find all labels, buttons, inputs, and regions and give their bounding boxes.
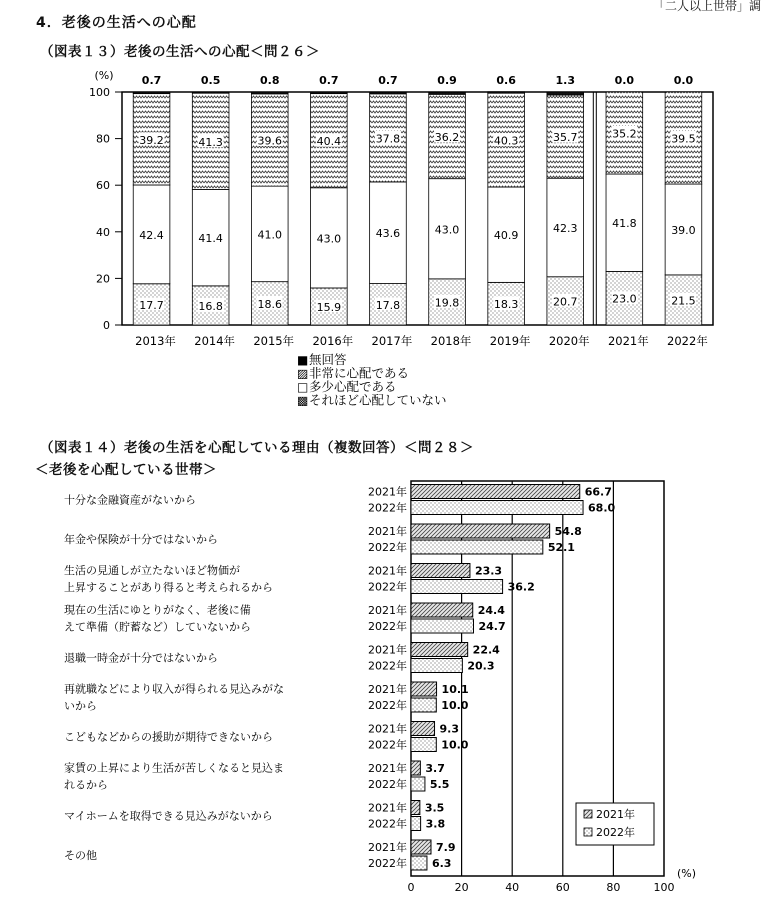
chart14-value-2022: 36.2: [507, 580, 535, 594]
chart14-bar-2022: [411, 501, 583, 515]
chart13-data-label: 43.0: [316, 232, 342, 246]
chart14-bar-2022: [411, 619, 473, 633]
chart14-bar-2021: [411, 761, 420, 775]
chart14-legend-swatch: [584, 810, 592, 818]
chart14-value-2022: 10.0: [441, 699, 469, 712]
chart14-series-tag: 2021年: [368, 801, 407, 815]
chart14-bar-2021: [411, 682, 437, 696]
chart14-value-2022: 3.8: [425, 817, 446, 831]
chart14-value-2021: 66.7: [584, 485, 612, 499]
chart14-value-2022: 68.0: [588, 501, 616, 515]
chart13-legend-label: 無回答: [309, 352, 347, 367]
chart14-series-tag: 2021年: [368, 643, 407, 657]
chart14-bar-2021: [411, 603, 473, 617]
chart14-legend-label: 2021年: [596, 808, 635, 821]
chart13-x-tick: 2014年: [194, 334, 236, 348]
chart13-na-label: 0.0: [614, 74, 635, 87]
chart13-data-label: 36.2: [434, 131, 460, 145]
chart14-series-tag: 2022年: [368, 541, 407, 554]
chart13-data-label: 17.7: [139, 298, 164, 312]
chart13-data-label: 20.7: [553, 295, 578, 309]
chart14-x-tick: 80: [606, 881, 621, 894]
section-heading: 4．老後の生活への心配: [36, 15, 197, 31]
chart13-x-tick: 2013年: [135, 334, 176, 348]
chart14-value-2021: 22.4: [472, 643, 500, 657]
chart13-data-label: 15.9: [316, 300, 342, 314]
chart13-bar-segment: [192, 92, 229, 93]
chart13-y-unit: (%): [94, 69, 114, 82]
chart14-series-tag: 2021年: [368, 841, 407, 854]
chart14-category-label: 現在の生活にゆとりがなく、老後に備: [64, 603, 251, 617]
chart14-value-2022: 5.5: [429, 778, 450, 791]
chart14-x-tick: 60: [555, 881, 570, 894]
chart14-x-tick: 100: [653, 881, 675, 894]
chart14-series-tag: 2022年: [368, 817, 407, 831]
chart14-value-2021: 54.8: [554, 525, 582, 538]
chart13-bar-segment: [547, 92, 584, 95]
chart14-category-label: こどもなどからの援助が期待できないから: [64, 730, 273, 744]
chart13-data-label: 16.8: [198, 299, 223, 313]
chart13-bar-segment: [370, 92, 407, 94]
chart13-legend-label: 多少心配である: [309, 379, 397, 394]
chart14-value-2022: 20.3: [467, 659, 495, 673]
chart13-y-tick: 20: [96, 272, 110, 286]
chart13-bar-segment: [488, 92, 525, 93]
chart14-series-tag: 2022年: [368, 778, 407, 791]
chart13-legend-label: 非常に心配である: [309, 365, 410, 381]
chart13-data-label: 41.3: [198, 135, 223, 149]
chart14-bar-2021: [411, 722, 435, 736]
chart13-data-label: 18.6: [257, 297, 282, 311]
chart13-data-label: 21.5: [671, 294, 696, 308]
chart13-data-label: 40.4: [316, 135, 342, 149]
chart14-svg: [0, 470, 763, 905]
chart14-x-tick: 40: [505, 881, 520, 894]
chart13-na-label: 0.9: [437, 74, 457, 87]
chart13-title: （図表１３）老後の生活への心配＜問２６＞: [40, 44, 320, 60]
chart14-series-tag: 2021年: [368, 722, 407, 736]
chart13-bar-segment: [429, 92, 466, 94]
chart14-series-tag: 2021年: [368, 564, 407, 578]
chart14-series-tag: 2021年: [368, 525, 407, 538]
chart14-bar-2021: [411, 485, 580, 499]
chart13-data-label: 23.0: [612, 292, 637, 306]
chart14-series-tag: 2022年: [368, 580, 407, 594]
chart14-series-tag: 2022年: [368, 659, 407, 673]
chart13-legend-swatch: □: [297, 380, 309, 394]
chart13-data-label: 41.4: [198, 232, 223, 246]
chart13-y-tick: 0: [103, 319, 110, 332]
chart14-bar-2022: [411, 540, 543, 554]
chart13-legend-label: それほど心配していない: [309, 392, 447, 408]
chart13-y-tick: 40: [96, 225, 110, 239]
chart13-na-label: 0.6: [496, 74, 516, 87]
chart14-bar-2022: [411, 856, 427, 870]
chart14-category-label: その他: [64, 849, 97, 862]
chart14-bar-2022: [411, 698, 436, 712]
chart14-category-label: 再就職などにより収入が得られる見込みがな: [64, 682, 284, 696]
chart14-title: （図表１４）老後の生活を心配している理由（複数回答）＜問２８＞: [40, 440, 474, 456]
chart14-bar-2022: [411, 659, 462, 673]
chart13-data-label: 35.2: [612, 127, 637, 141]
chart14-value-2021: 24.4: [477, 604, 505, 617]
chart13-data-label: 39.5: [671, 132, 696, 146]
chart14-x-tick: 20: [454, 881, 469, 894]
chart13-legend-swatch: ▨: [297, 366, 309, 381]
chart13-na-label: 0.5: [200, 74, 221, 87]
chart13-na-label: 0.8: [260, 74, 280, 87]
chart13-data-label: 39.0: [671, 223, 696, 237]
chart13-data-label: 17.8: [375, 298, 401, 312]
chart14-category-label: 生活の見通しが立たないほど物価が: [64, 564, 240, 577]
chart14-value-2021: 7.9: [435, 841, 456, 854]
chart13-svg: [0, 60, 763, 420]
chart13-bar-segment: [251, 92, 288, 94]
chart13-data-label: 41.0: [257, 228, 282, 242]
chart13-x-tick: 2021年: [607, 334, 649, 348]
chart13-data-label: 40.3: [493, 134, 519, 148]
chart14-series-tag: 2022年: [368, 699, 407, 712]
chart14-bar-2021: [411, 564, 470, 578]
chart14-category-label: マイホームを取得できる見込みがないから: [64, 809, 273, 823]
chart13-x-tick: 2015年: [253, 334, 295, 348]
chart13-na-label: 1.3: [555, 74, 575, 87]
chart13-x-tick: 2016年: [312, 334, 354, 348]
chart14-bar-2022: [411, 817, 421, 831]
chart13-bar-segment: [133, 92, 170, 94]
chart14-legend-label: 2022年: [596, 826, 635, 839]
chart14-category-label: れるから: [64, 778, 108, 792]
chart13-data-label: 40.9: [493, 229, 519, 243]
chart13-data-label: 39.6: [257, 134, 282, 148]
chart14-bar-2021: [411, 524, 550, 538]
chart14-value-2022: 10.0: [441, 738, 469, 752]
chart14-category-label: 十分な金融資産がないから: [64, 493, 196, 507]
chart13-data-label: 18.3: [493, 298, 519, 312]
chart14-category-label: 退職一時金が十分ではないから: [64, 651, 218, 665]
chart14-category-label: えて準備（貯蓄など）していないから: [64, 620, 251, 634]
chart14-value-2021: 9.3: [439, 722, 460, 736]
chart13-data-label: 37.8: [375, 132, 401, 146]
chart13-x-tick: 2018年: [430, 334, 472, 348]
chart13-data-label: 39.2: [139, 133, 164, 147]
chart13-y-tick: 60: [96, 179, 110, 193]
chart13-data-label: 41.8: [612, 217, 637, 231]
chart13-bar-segment: [311, 92, 348, 94]
chart14-category-label: 上昇することがあり得ると考えられるから: [64, 581, 273, 594]
chart14-series-tag: 2022年: [368, 857, 407, 870]
chart14-value-2021: 3.5: [424, 801, 445, 815]
chart14-bar-2022: [411, 777, 425, 791]
chart14-x-unit: (%): [677, 867, 697, 880]
chart13-na-label: 0.7: [378, 74, 398, 87]
chart14-x-tick: 0: [407, 881, 415, 894]
chart14-series-tag: 2021年: [368, 485, 407, 499]
chart14-series-tag: 2022年: [368, 738, 407, 752]
chart13-y-tick: 100: [89, 86, 110, 99]
chart13-data-label: 42.4: [139, 228, 164, 242]
chart14-value-2021: 10.1: [441, 683, 469, 696]
chart13-na-label: 0.7: [319, 74, 339, 87]
chart14-category-label: 年金や保険が十分ではないから: [64, 533, 218, 546]
chart13-data-label: 43.6: [375, 227, 401, 241]
chart14-value-2021: 3.7: [425, 762, 445, 775]
chart13-data-label: 43.0: [434, 223, 460, 237]
chart14-value-2022: 52.1: [547, 541, 575, 554]
chart13-x-tick: 2017年: [371, 334, 413, 348]
chart13-x-tick: 2020年: [548, 334, 590, 348]
chart14-value-2022: 24.7: [478, 620, 506, 633]
chart13-data-label: 35.7: [553, 131, 578, 145]
chart13-na-label: 0.0: [673, 74, 694, 87]
chart14-series-tag: 2021年: [368, 683, 407, 696]
chart14-series-tag: 2022年: [368, 501, 407, 515]
chart14-value-2021: 23.3: [474, 564, 503, 578]
chart14-bar-2021: [411, 801, 420, 815]
chart14-subtitle: ＜老後を心配している世帯＞: [35, 462, 217, 478]
chart13-data-label: 42.3: [553, 221, 578, 235]
chart14-series-tag: 2022年: [368, 620, 407, 633]
chart13-x-tick: 2022年: [667, 334, 708, 348]
chart14-bar-2022: [411, 738, 436, 752]
chart14-category-label: 家賃の上昇により生活が苦しくなると見込ま: [64, 761, 284, 775]
chart13-na-label: 0.7: [141, 74, 162, 87]
chart14-series-tag: 2021年: [368, 604, 407, 617]
chart14-bar-2022: [411, 580, 503, 594]
chart13-y-tick: 80: [96, 132, 110, 146]
chart13-data-label: 19.8: [434, 296, 460, 310]
chart13-legend-swatch: ▩: [297, 393, 309, 408]
chart13-x-tick: 2019年: [489, 334, 531, 348]
corner-note: 「二人以上世帯」調: [652, 0, 761, 13]
chart14-series-tag: 2021年: [368, 762, 407, 775]
chart14-category-label: いから: [64, 699, 97, 713]
chart14-bar-2021: [411, 643, 468, 657]
chart13-legend-swatch: ■: [297, 353, 309, 367]
chart14-legend-swatch: [584, 828, 592, 836]
chart14-bar-2021: [411, 840, 431, 854]
chart14-value-2022: 6.3: [431, 857, 452, 870]
